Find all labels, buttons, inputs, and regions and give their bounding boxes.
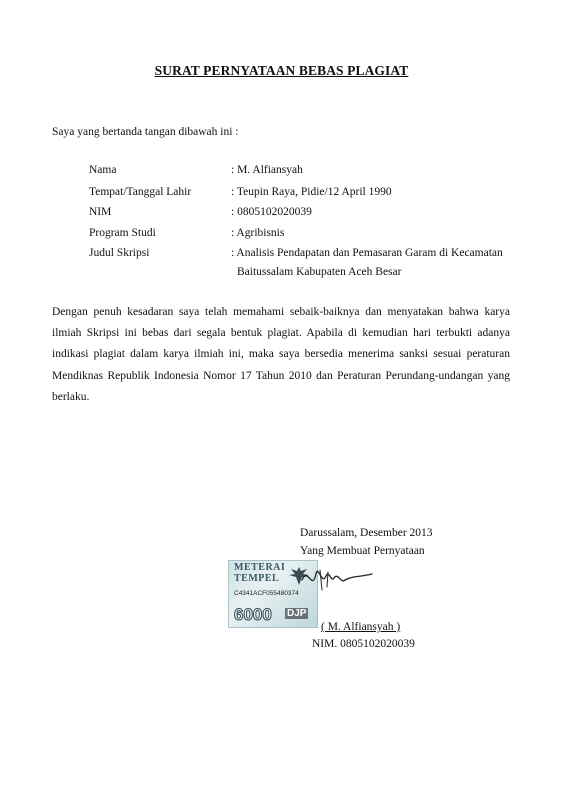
paragraph-line: indikasi plagiat dalam karya ilmiah ini, maka saya bersedia menerima sanksi sesuai peraturan bbox=[52, 348, 510, 361]
stamp-line1: METERAI bbox=[234, 562, 286, 573]
identity-value: : 0805102020039 bbox=[231, 206, 312, 218]
identity-row-ttl bbox=[89, 186, 392, 198]
paragraph-line: Mendiknas Republik Indonesia Nomor 17 Tahun 2010 dan Peraturan Perundang-undangan yang bbox=[52, 369, 510, 382]
signer-name: ( M. Alfiansyah ) bbox=[321, 621, 401, 633]
identity-label: Program Studi bbox=[89, 227, 156, 239]
identity-label: NIM bbox=[89, 206, 112, 218]
identity-label: Tempat/Tanggal Lahir bbox=[89, 186, 192, 198]
intro-text: Saya yang bertanda tangan dibawah ini : bbox=[52, 126, 239, 138]
identity-label: Nama bbox=[89, 164, 117, 176]
identity-row-judul bbox=[89, 247, 503, 259]
identity-label: Judul Skripsi bbox=[89, 247, 150, 259]
signer-nim: NIM. 0805102020039 bbox=[312, 638, 415, 650]
identity-value: : Agribisnis bbox=[231, 227, 285, 239]
identity-row-nama bbox=[89, 164, 303, 176]
document-title: SURAT PERNYATAAN BEBAS PLAGIAT bbox=[154, 63, 409, 78]
identity-row-nim bbox=[89, 206, 312, 218]
identity-value: : M. Alfiansyah bbox=[231, 164, 303, 176]
signature-place-date: Darussalam, Desember 2013 bbox=[300, 527, 433, 539]
identity-value: : Teupin Raya, Pidie/12 April 1990 bbox=[231, 186, 392, 198]
paragraph-line: Dengan penuh kesadaran saya telah memahami sebaik-baiknya dan menyatakan bahwa karya bbox=[52, 306, 510, 318]
signature-role: Yang Membuat Pernyataan bbox=[300, 545, 425, 557]
stamp-line2: TEMPEL bbox=[234, 573, 280, 584]
stamp-serial: C4341ACF055480374 bbox=[234, 590, 299, 597]
paragraph-line: ilmiah Skripsi ini bebas dari segala bentuk plagiat. Apabila di kemudian hari terbukti adanya bbox=[52, 327, 510, 340]
stamp-issuer: DJP bbox=[287, 608, 307, 619]
statement-paragraph bbox=[52, 302, 510, 408]
paragraph-line: berlaku. bbox=[52, 390, 90, 403]
stamp-denomination: 6000 bbox=[234, 605, 272, 624]
identity-row-prodi bbox=[89, 227, 284, 239]
judul-continuation: Baitussalam Kabupaten Aceh Besar bbox=[237, 266, 402, 278]
identity-value: : Analisis Pendapatan dan Pemasaran Garam di Kecamatan bbox=[231, 247, 503, 259]
handwritten-signature-icon bbox=[300, 556, 380, 616]
